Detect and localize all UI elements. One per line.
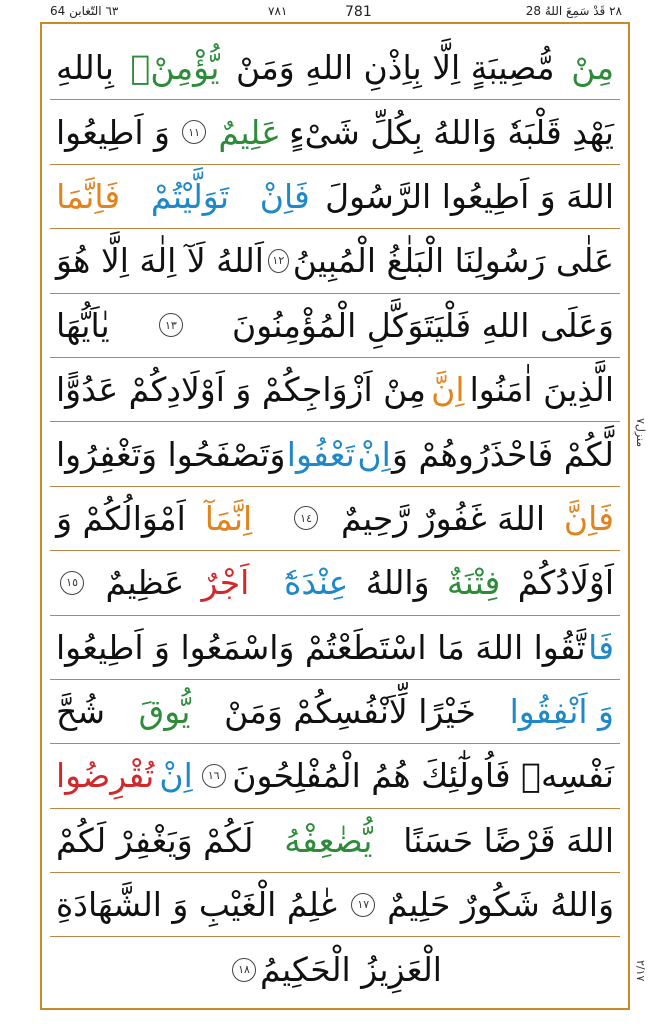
text-segment: يُّضٰعِفْهُ xyxy=(284,820,373,860)
ayah-number-marker: ١٧ xyxy=(351,893,375,917)
text-line xyxy=(50,680,620,744)
text-segment: مِنْ xyxy=(571,48,614,88)
text-line xyxy=(50,294,620,358)
text-segment: يُّوقَ xyxy=(138,692,191,732)
text-line xyxy=(50,551,620,615)
text-segment: لَّكُمْ فَاحْذَرُوهُمْ وَ xyxy=(392,434,614,474)
text-line xyxy=(50,229,620,293)
ayah-number-marker: ١١ xyxy=(182,120,206,144)
text-segment: فَاِنَّ xyxy=(563,498,614,538)
ayah-number-marker: ١٦ xyxy=(202,764,226,788)
text-segment: فَاِنَّمَا xyxy=(56,176,121,216)
ayah-number-marker: ١٣ xyxy=(159,313,183,337)
text-segment: اَجْرٌ xyxy=(201,563,250,603)
text-segment: فَا xyxy=(588,627,614,667)
text-line xyxy=(50,873,620,937)
text-line xyxy=(50,937,620,1001)
text-line xyxy=(50,358,620,422)
text-segment: نَفْسِهٖ فَاُولٰٓئِكَ هُمُ الْمُفْلِحُونَ xyxy=(232,756,614,796)
text-segment: تَّقُوا اللهَ مَا اسْتَطَعْتُمْ وَاسْمَعُوا وَ اَطِيعُوا xyxy=(56,627,586,667)
text-segment: عَلِيمٌ xyxy=(218,112,281,152)
juz-name-header: ٢٨ قَدْ سَمِعَ اللهُ 28 xyxy=(525,4,622,18)
text-segment: فَاِنْ xyxy=(259,176,310,216)
text-line xyxy=(50,744,620,808)
text-line xyxy=(50,165,620,229)
manzil-marker: منزل٧ xyxy=(634,418,647,448)
quran-text-area xyxy=(50,36,620,1002)
text-segment: عَظِيمٌ xyxy=(105,563,185,603)
text-segment: تَوَلَّيْتُمْ xyxy=(150,176,230,216)
text-segment: اَوْلَادُكُمْ xyxy=(517,563,614,603)
page-number: 781 xyxy=(345,4,372,20)
text-segment: مِنْ اَزْوَاجِكُمْ وَ اَوْلَادِكُمْ عَدُوًّا xyxy=(56,370,426,410)
surah-name-header: ٦٣ التّغابن 64 xyxy=(50,4,119,18)
text-segment: اِنْ xyxy=(159,756,193,796)
text-line xyxy=(50,616,620,680)
text-segment: اِنْ xyxy=(357,434,391,474)
text-line xyxy=(50,809,620,873)
text-line xyxy=(50,100,620,164)
text-segment: اللهَ قَرْضًا حَسَنًا xyxy=(403,820,614,860)
text-segment: تُقْرِضُوا xyxy=(56,756,155,796)
page-number-arabic: ٧٨١ xyxy=(268,4,288,18)
text-segment: اللهَ غَفُورٌ رَّحِيمٌ xyxy=(340,498,545,538)
text-segment: وَاللهُ شَكُورٌ حَلِيمٌ xyxy=(387,885,614,925)
text-segment: مُّصِيبَةٍ اِلَّا بِاِذْنِ اللهِ وَمَنْ xyxy=(236,48,555,88)
text-segment: وَ اَطِيعُوا xyxy=(56,112,170,152)
text-segment: اَمْوَالُكُمْ وَ xyxy=(56,498,186,538)
text-segment: اِنَّ xyxy=(431,370,465,410)
text-segment: اَللهُ لَآ اِلٰهَ اِلَّا هُوَ xyxy=(56,241,264,281)
text-segment: بِاللهِ xyxy=(56,48,114,88)
page-header xyxy=(40,0,630,22)
text-segment: اللهَ وَ اَطِيعُوا الرَّسُولَ xyxy=(325,176,614,216)
text-segment: وَاللهُ xyxy=(365,563,430,603)
text-segment: يٰاَيُّهَا xyxy=(56,305,110,345)
text-segment: يُّؤْمِنْۢ xyxy=(130,48,220,88)
text-line xyxy=(50,36,620,100)
ayah-number-marker: ١٥ xyxy=(60,571,84,595)
text-line xyxy=(50,422,620,486)
text-segment: اِنَّمَآ xyxy=(204,498,253,538)
text-segment: عٰلِمُ الْغَيْبِ وَ الشَّهَادَةِ xyxy=(56,885,340,925)
text-segment: تَعْفُوا xyxy=(286,434,355,474)
text-segment: الَّذِينَ اٰمَنُوا xyxy=(469,370,614,410)
text-segment: عِنْدَهٗٓ xyxy=(284,563,349,603)
text-segment: فِتْنَةٌ xyxy=(446,563,501,603)
text-segment: لَكُمْ وَيَغْفِرْ لَكُمْ xyxy=(56,820,254,860)
text-segment: خَيْرًا لِّاَنْفُسِكُمْ وَمَنْ xyxy=(224,692,476,732)
text-segment: عَلٰى رَسُولِنَا الْبَلٰغُ الْمُبِينُ xyxy=(292,241,614,281)
text-segment: الْعَزِيزُ الْحَكِيمُ xyxy=(260,950,442,990)
ayah-number-marker: ١٨ xyxy=(232,958,256,982)
ayah-number-marker: ١٢ xyxy=(268,249,289,273)
ayah-number-marker: ١٤ xyxy=(294,506,318,530)
text-segment: يَهْدِ قَلْبَهٗ وَاللهُ بِكُلِّ شَىْءٍ xyxy=(289,112,614,152)
ruku-marker: ٢/١٧ xyxy=(634,960,647,982)
text-segment: شُحَّ xyxy=(56,692,105,732)
text-line xyxy=(50,487,620,551)
text-segment: وَتَصْفَحُوا وَتَغْفِرُوا xyxy=(56,434,286,474)
text-segment: وَ اَنْفِقُوا xyxy=(509,692,614,732)
text-segment: وَعَلَى اللهِ فَلْيَتَوَكَّلِ الْمُؤْمِنُونَ xyxy=(232,305,614,345)
